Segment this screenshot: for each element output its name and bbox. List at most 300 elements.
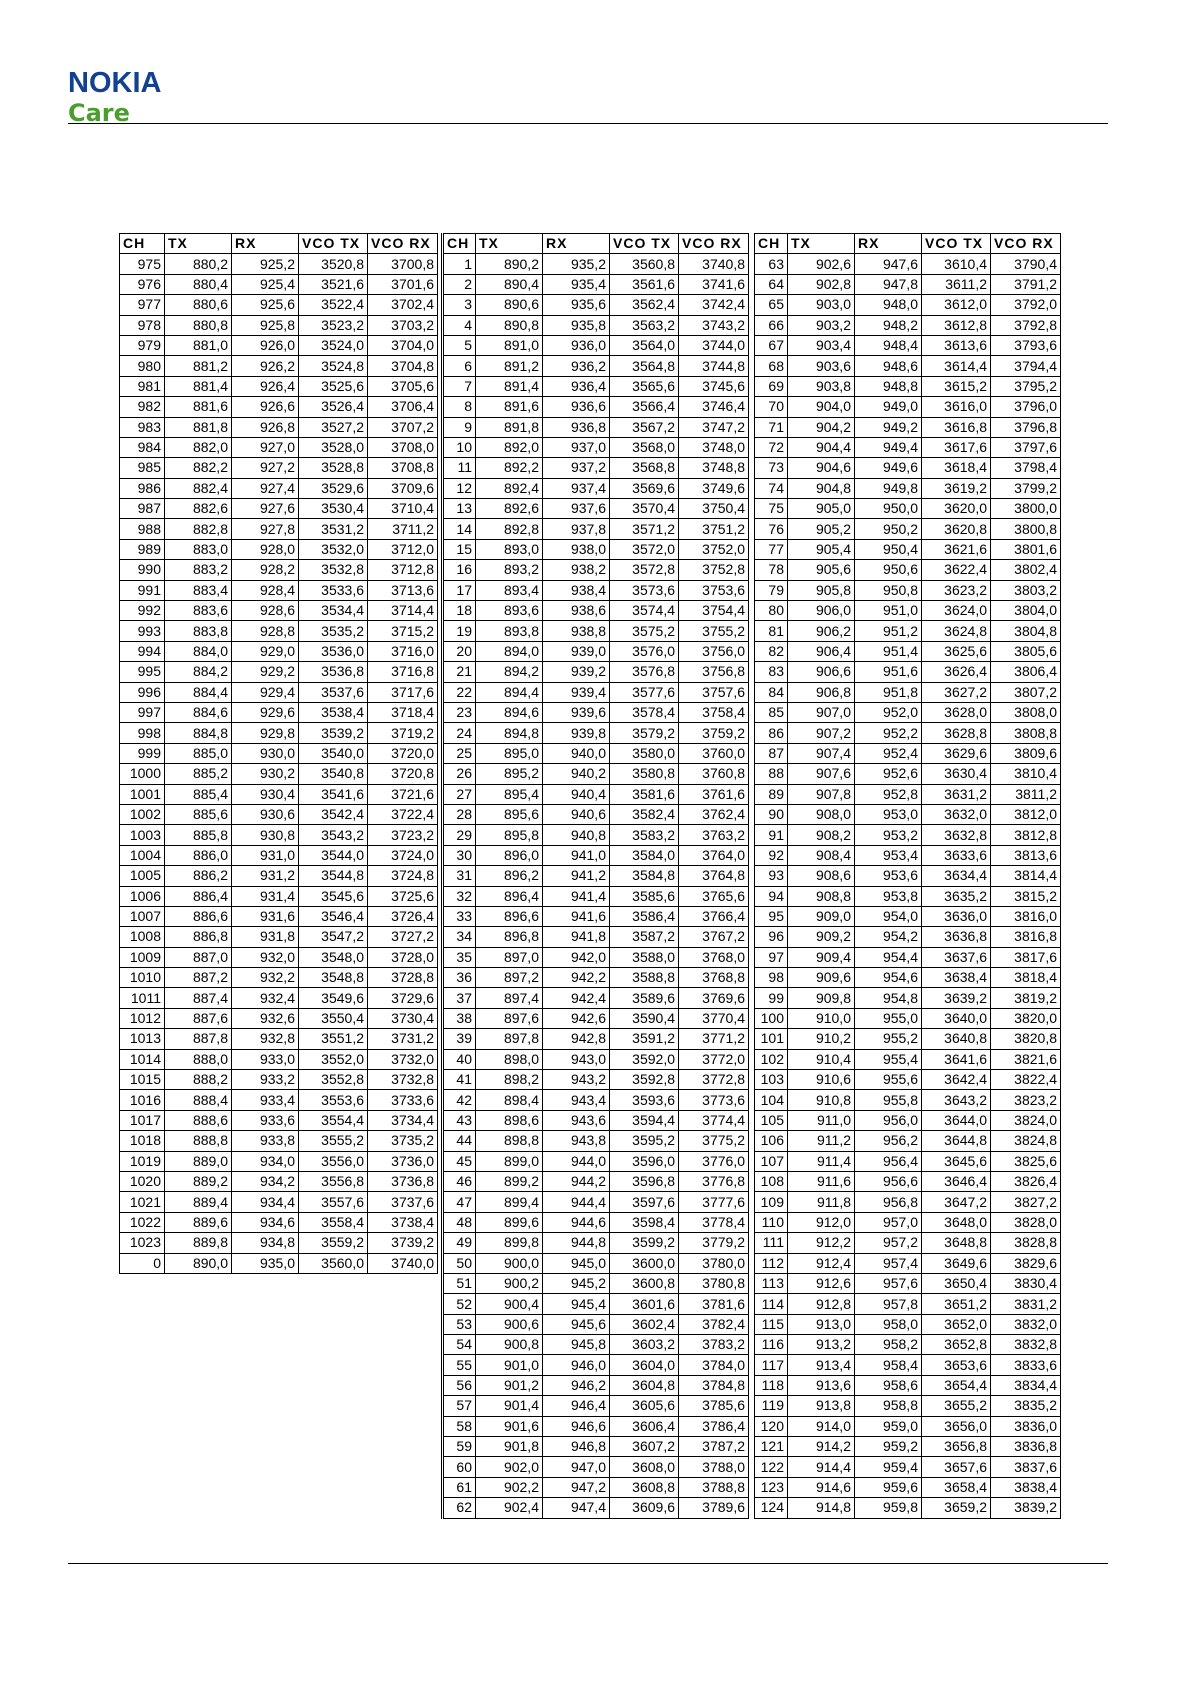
table-row <box>120 417 438 437</box>
cell-tx: 898,0 <box>476 1049 543 1069</box>
cell-ch: 110 <box>755 1212 788 1232</box>
cell-vco-tx: 3609,6 <box>610 1498 679 1518</box>
cell-ch: 46 <box>443 1171 476 1191</box>
cell-tx: 896,2 <box>476 866 543 886</box>
cell-rx: 948,0 <box>855 295 922 315</box>
cell-tx: 890,8 <box>476 315 543 335</box>
cell-tx: 907,0 <box>788 702 855 722</box>
cell-tx: 909,4 <box>788 947 855 967</box>
cell-vco-tx: 3636,8 <box>922 927 991 947</box>
cell-ch: 1009 <box>120 947 165 967</box>
cell-vco-tx: 3632,0 <box>922 804 991 824</box>
cell-vco-tx: 3616,8 <box>922 417 991 437</box>
table-row <box>120 641 438 661</box>
table-row <box>755 356 1061 376</box>
cell-rx: 947,8 <box>855 274 922 294</box>
table-row <box>120 947 438 967</box>
cell-ch: 70 <box>755 397 788 417</box>
cell-rx: 944,2 <box>543 1171 610 1191</box>
table-row <box>755 539 1061 559</box>
cell-ch: 103 <box>755 1070 788 1090</box>
cell-tx: 900,4 <box>476 1294 543 1314</box>
table-header-row <box>755 234 1061 254</box>
cell-vco-tx: 3633,6 <box>922 845 991 865</box>
table-row <box>120 315 438 335</box>
cell-vco-tx: 3614,4 <box>922 356 991 376</box>
table-row <box>755 1171 1061 1191</box>
cell-vco-tx: 3607,2 <box>610 1437 679 1457</box>
table-row <box>755 1070 1061 1090</box>
cell-vco-rx: 3701,6 <box>368 274 438 294</box>
cell-vco-tx: 3599,2 <box>610 1233 679 1253</box>
cell-vco-rx: 3753,6 <box>679 580 749 600</box>
cell-ch: 14 <box>443 519 476 539</box>
cell-vco-rx: 3819,2 <box>991 988 1061 1008</box>
table-row <box>120 764 438 784</box>
cell-rx: 959,0 <box>855 1416 922 1436</box>
table-row <box>755 274 1061 294</box>
cell-vco-rx: 3828,0 <box>991 1212 1061 1232</box>
cell-vco-tx: 3597,6 <box>610 1192 679 1212</box>
cell-vco-tx: 3589,6 <box>610 988 679 1008</box>
cell-rx: 935,0 <box>232 1253 299 1273</box>
cell-vco-rx: 3828,8 <box>991 1233 1061 1253</box>
cell-rx: 927,2 <box>232 458 299 478</box>
cell-tx: 886,2 <box>165 866 232 886</box>
cell-vco-rx: 3805,6 <box>991 641 1061 661</box>
cell-vco-tx: 3522,4 <box>299 295 368 315</box>
table-row <box>443 417 749 437</box>
cell-vco-rx: 3786,4 <box>679 1416 749 1436</box>
cell-rx: 950,2 <box>855 519 922 539</box>
cell-rx: 949,0 <box>855 397 922 417</box>
table-row <box>443 1192 749 1212</box>
cell-vco-rx: 3712,8 <box>368 560 438 580</box>
table-row <box>443 1151 749 1171</box>
cell-tx: 898,2 <box>476 1070 543 1090</box>
cell-tx: 904,6 <box>788 458 855 478</box>
cell-ch: 52 <box>443 1294 476 1314</box>
cell-rx: 943,0 <box>543 1049 610 1069</box>
cell-tx: 910,4 <box>788 1049 855 1069</box>
cell-vco-rx: 3835,2 <box>991 1396 1061 1416</box>
cell-vco-rx: 3833,6 <box>991 1355 1061 1375</box>
table-row <box>120 621 438 641</box>
table-row <box>755 499 1061 519</box>
table-row <box>443 315 749 335</box>
cell-vco-tx: 3523,2 <box>299 315 368 335</box>
cell-tx: 899,8 <box>476 1233 543 1253</box>
cell-ch: 115 <box>755 1314 788 1334</box>
cell-rx: 928,6 <box>232 601 299 621</box>
cell-ch: 990 <box>120 560 165 580</box>
cell-vco-rx: 3720,8 <box>368 764 438 784</box>
cell-vco-rx: 3832,0 <box>991 1314 1061 1334</box>
table-row <box>755 743 1061 763</box>
cell-vco-tx: 3644,8 <box>922 1131 991 1151</box>
cell-tx: 904,0 <box>788 397 855 417</box>
cell-vco-rx: 3783,2 <box>679 1335 749 1355</box>
table-header-row <box>443 234 749 254</box>
cell-vco-tx: 3593,6 <box>610 1090 679 1110</box>
cell-ch: 12 <box>443 478 476 498</box>
cell-vco-tx: 3573,6 <box>610 580 679 600</box>
table-row <box>755 866 1061 886</box>
table-row <box>443 1273 749 1293</box>
cell-ch: 20 <box>443 641 476 661</box>
table-row <box>443 1294 749 1314</box>
table-row <box>443 662 749 682</box>
cell-tx: 885,2 <box>165 764 232 784</box>
cell-ch: 30 <box>443 845 476 865</box>
cell-tx: 898,8 <box>476 1131 543 1151</box>
table-row <box>443 682 749 702</box>
cell-rx: 943,2 <box>543 1070 610 1090</box>
cell-vco-rx: 3812,8 <box>991 825 1061 845</box>
table-row <box>120 397 438 417</box>
cell-rx: 943,8 <box>543 1131 610 1151</box>
cell-vco-rx: 3740,8 <box>679 254 749 274</box>
cell-tx: 908,2 <box>788 825 855 845</box>
cell-vco-rx: 3807,2 <box>991 682 1061 702</box>
cell-vco-tx: 3612,8 <box>922 315 991 335</box>
cell-vco-rx: 3799,2 <box>991 478 1061 498</box>
cell-vco-tx: 3529,6 <box>299 478 368 498</box>
cell-vco-tx: 3527,2 <box>299 417 368 437</box>
cell-tx: 885,6 <box>165 804 232 824</box>
cell-tx: 906,0 <box>788 601 855 621</box>
table-row <box>443 1477 749 1497</box>
table-row <box>755 1049 1061 1069</box>
table-row <box>755 1355 1061 1375</box>
cell-vco-rx: 3736,0 <box>368 1151 438 1171</box>
cell-rx: 944,6 <box>543 1212 610 1232</box>
cell-rx: 956,4 <box>855 1151 922 1171</box>
cell-vco-tx: 3540,0 <box>299 743 368 763</box>
table-row <box>755 376 1061 396</box>
cell-rx: 940,2 <box>543 764 610 784</box>
cell-tx: 902,4 <box>476 1498 543 1518</box>
care-wordmark: Care <box>68 99 130 127</box>
table-row <box>120 1049 438 1069</box>
table-row <box>120 254 438 274</box>
cell-tx: 891,8 <box>476 417 543 437</box>
cell-ch: 102 <box>755 1049 788 1069</box>
cell-tx: 893,4 <box>476 580 543 600</box>
cell-rx: 927,0 <box>232 437 299 457</box>
cell-vco-tx: 3571,2 <box>610 519 679 539</box>
col-header-rx: RX <box>232 234 299 254</box>
cell-ch: 87 <box>755 743 788 763</box>
cell-tx: 897,8 <box>476 1029 543 1049</box>
col-header-ch: CH <box>120 234 165 254</box>
cell-rx: 959,4 <box>855 1457 922 1477</box>
cell-vco-rx: 3821,6 <box>991 1049 1061 1069</box>
cell-vco-rx: 3769,6 <box>679 988 749 1008</box>
cell-vco-rx: 3745,6 <box>679 376 749 396</box>
cell-rx: 933,6 <box>232 1110 299 1130</box>
table-row <box>443 1212 749 1232</box>
cell-rx: 950,4 <box>855 539 922 559</box>
cell-rx: 942,0 <box>543 947 610 967</box>
table-row <box>120 825 438 845</box>
cell-tx: 894,6 <box>476 702 543 722</box>
cell-ch: 33 <box>443 906 476 926</box>
cell-vco-tx: 3562,4 <box>610 295 679 315</box>
cell-tx: 912,8 <box>788 1294 855 1314</box>
cell-rx: 954,4 <box>855 947 922 967</box>
channel-table-block-1 <box>119 233 438 1274</box>
cell-rx: 931,4 <box>232 886 299 906</box>
table-row <box>120 274 438 294</box>
cell-tx: 903,2 <box>788 315 855 335</box>
cell-rx: 939,6 <box>543 702 610 722</box>
cell-tx: 886,0 <box>165 845 232 865</box>
cell-tx: 893,2 <box>476 560 543 580</box>
cell-tx: 897,0 <box>476 947 543 967</box>
cell-vco-rx: 3716,0 <box>368 641 438 661</box>
cell-ch: 993 <box>120 621 165 641</box>
cell-ch: 1 <box>443 254 476 274</box>
cell-rx: 930,8 <box>232 825 299 845</box>
cell-ch: 1010 <box>120 968 165 988</box>
cell-vco-tx: 3574,4 <box>610 601 679 621</box>
cell-rx: 956,2 <box>855 1131 922 1151</box>
cell-ch: 98 <box>755 968 788 988</box>
cell-ch: 1005 <box>120 866 165 886</box>
table-row <box>120 376 438 396</box>
cell-vco-tx: 3638,4 <box>922 968 991 988</box>
cell-vco-rx: 3782,4 <box>679 1314 749 1334</box>
cell-rx: 946,0 <box>543 1355 610 1375</box>
cell-tx: 881,4 <box>165 376 232 396</box>
cell-vco-tx: 3530,4 <box>299 499 368 519</box>
cell-tx: 908,8 <box>788 886 855 906</box>
cell-tx: 896,8 <box>476 927 543 947</box>
cell-tx: 904,4 <box>788 437 855 457</box>
cell-tx: 887,0 <box>165 947 232 967</box>
cell-vco-tx: 3541,6 <box>299 784 368 804</box>
cell-rx: 928,2 <box>232 560 299 580</box>
table-row <box>755 1233 1061 1253</box>
cell-tx: 908,0 <box>788 804 855 824</box>
cell-vco-tx: 3548,8 <box>299 968 368 988</box>
cell-rx: 954,8 <box>855 988 922 1008</box>
table-row <box>755 1090 1061 1110</box>
cell-rx: 930,0 <box>232 743 299 763</box>
cell-vco-rx: 3800,8 <box>991 519 1061 539</box>
cell-tx: 880,8 <box>165 315 232 335</box>
cell-rx: 941,4 <box>543 886 610 906</box>
cell-vco-tx: 3653,6 <box>922 1355 991 1375</box>
cell-vco-rx: 3774,4 <box>679 1110 749 1130</box>
cell-ch: 37 <box>443 988 476 1008</box>
cell-tx: 909,0 <box>788 906 855 926</box>
cell-rx: 938,6 <box>543 601 610 621</box>
table-row <box>443 539 749 559</box>
cell-ch: 83 <box>755 662 788 682</box>
cell-vco-rx: 3722,4 <box>368 804 438 824</box>
cell-rx: 944,8 <box>543 1233 610 1253</box>
cell-rx: 945,6 <box>543 1314 610 1334</box>
cell-vco-rx: 3725,6 <box>368 886 438 906</box>
cell-ch: 67 <box>755 335 788 355</box>
cell-tx: 910,6 <box>788 1070 855 1090</box>
cell-ch: 11 <box>443 458 476 478</box>
cell-rx: 941,0 <box>543 845 610 865</box>
cell-vco-rx: 3827,2 <box>991 1192 1061 1212</box>
col-header-ch: CH <box>755 234 788 254</box>
cell-vco-tx: 3578,4 <box>610 702 679 722</box>
table-row <box>755 1253 1061 1273</box>
cell-vco-tx: 3631,2 <box>922 784 991 804</box>
table-header-row <box>120 234 438 254</box>
cell-rx: 931,2 <box>232 866 299 886</box>
cell-vco-tx: 3545,6 <box>299 886 368 906</box>
cell-vco-tx: 3659,2 <box>922 1498 991 1518</box>
table-row <box>755 1131 1061 1151</box>
cell-vco-tx: 3536,0 <box>299 641 368 661</box>
cell-tx: 908,4 <box>788 845 855 865</box>
cell-vco-tx: 3555,2 <box>299 1131 368 1151</box>
cell-ch: 79 <box>755 580 788 600</box>
cell-vco-rx: 3714,4 <box>368 601 438 621</box>
cell-ch: 1022 <box>120 1212 165 1232</box>
table-row <box>755 1335 1061 1355</box>
cell-rx: 951,8 <box>855 682 922 702</box>
cell-rx: 935,6 <box>543 295 610 315</box>
cell-vco-tx: 3628,0 <box>922 702 991 722</box>
cell-vco-tx: 3646,4 <box>922 1171 991 1191</box>
cell-rx: 951,2 <box>855 621 922 641</box>
cell-vco-rx: 3816,8 <box>991 927 1061 947</box>
cell-rx: 933,4 <box>232 1090 299 1110</box>
cell-vco-tx: 3656,0 <box>922 1416 991 1436</box>
cell-vco-rx: 3779,2 <box>679 1233 749 1253</box>
cell-vco-rx: 3750,4 <box>679 499 749 519</box>
cell-vco-rx: 3702,4 <box>368 295 438 315</box>
cell-ch: 69 <box>755 376 788 396</box>
table-row <box>120 927 438 947</box>
cell-vco-rx: 3815,2 <box>991 886 1061 906</box>
cell-rx: 937,4 <box>543 478 610 498</box>
cell-ch: 15 <box>443 539 476 559</box>
cell-vco-rx: 3756,0 <box>679 641 749 661</box>
table-row <box>120 662 438 682</box>
cell-ch: 1006 <box>120 886 165 906</box>
cell-rx: 938,4 <box>543 580 610 600</box>
cell-ch: 28 <box>443 804 476 824</box>
cell-ch: 119 <box>755 1396 788 1416</box>
cell-tx: 881,2 <box>165 356 232 376</box>
table-row <box>443 295 749 315</box>
cell-vco-rx: 3767,2 <box>679 927 749 947</box>
cell-vco-rx: 3730,4 <box>368 1008 438 1028</box>
cell-vco-rx: 3757,6 <box>679 682 749 702</box>
cell-vco-rx: 3700,8 <box>368 254 438 274</box>
cell-ch: 1012 <box>120 1008 165 1028</box>
cell-ch: 994 <box>120 641 165 661</box>
cell-tx: 910,0 <box>788 1008 855 1028</box>
cell-ch: 36 <box>443 968 476 988</box>
cell-vco-tx: 3611,2 <box>922 274 991 294</box>
cell-ch: 80 <box>755 601 788 621</box>
cell-tx: 902,6 <box>788 254 855 274</box>
cell-vco-tx: 3624,8 <box>922 621 991 641</box>
cell-tx: 882,6 <box>165 499 232 519</box>
cell-tx: 885,0 <box>165 743 232 763</box>
cell-vco-tx: 3598,4 <box>610 1212 679 1232</box>
cell-tx: 912,4 <box>788 1253 855 1273</box>
cell-vco-rx: 3838,4 <box>991 1477 1061 1497</box>
cell-vco-rx: 3764,0 <box>679 845 749 865</box>
cell-vco-rx: 3763,2 <box>679 825 749 845</box>
cell-rx: 940,0 <box>543 743 610 763</box>
cell-vco-rx: 3808,8 <box>991 723 1061 743</box>
table-row <box>120 335 438 355</box>
cell-ch: 100 <box>755 1008 788 1028</box>
table-row <box>755 1457 1061 1477</box>
cell-rx: 947,4 <box>543 1498 610 1518</box>
table-row <box>443 397 749 417</box>
cell-ch: 24 <box>443 723 476 743</box>
cell-rx: 959,8 <box>855 1498 922 1518</box>
cell-vco-tx: 3658,4 <box>922 1477 991 1497</box>
cell-vco-tx: 3640,0 <box>922 1008 991 1028</box>
table-row <box>443 927 749 947</box>
cell-ch: 113 <box>755 1273 788 1293</box>
table-row <box>120 458 438 478</box>
cell-rx: 955,4 <box>855 1049 922 1069</box>
cell-ch: 104 <box>755 1090 788 1110</box>
cell-ch: 984 <box>120 437 165 457</box>
cell-tx: 889,8 <box>165 1233 232 1253</box>
cell-vco-tx: 3600,8 <box>610 1273 679 1293</box>
cell-tx: 882,2 <box>165 458 232 478</box>
cell-tx: 884,8 <box>165 723 232 743</box>
cell-ch: 61 <box>443 1477 476 1497</box>
cell-ch: 980 <box>120 356 165 376</box>
cell-vco-tx: 3569,6 <box>610 478 679 498</box>
cell-vco-rx: 3825,6 <box>991 1151 1061 1171</box>
cell-rx: 940,4 <box>543 784 610 804</box>
table-row <box>443 1457 749 1477</box>
cell-tx: 887,4 <box>165 988 232 1008</box>
cell-vco-rx: 3733,6 <box>368 1090 438 1110</box>
cell-vco-tx: 3634,4 <box>922 866 991 886</box>
cell-vco-tx: 3544,0 <box>299 845 368 865</box>
cell-rx: 958,8 <box>855 1396 922 1416</box>
cell-rx: 926,6 <box>232 397 299 417</box>
table-row <box>443 825 749 845</box>
table-row <box>443 702 749 722</box>
table-row <box>443 1233 749 1253</box>
cell-rx: 958,4 <box>855 1355 922 1375</box>
cell-tx: 901,8 <box>476 1437 543 1457</box>
cell-ch: 3 <box>443 295 476 315</box>
table-row <box>755 295 1061 315</box>
cell-ch: 116 <box>755 1335 788 1355</box>
cell-rx: 941,6 <box>543 906 610 926</box>
table-row <box>755 682 1061 702</box>
cell-vco-tx: 3588,0 <box>610 947 679 967</box>
cell-tx: 907,6 <box>788 764 855 784</box>
table-row <box>120 1212 438 1232</box>
cell-tx: 895,8 <box>476 825 543 845</box>
cell-vco-tx: 3637,6 <box>922 947 991 967</box>
cell-vco-rx: 3713,6 <box>368 580 438 600</box>
cell-vco-tx: 3526,4 <box>299 397 368 417</box>
